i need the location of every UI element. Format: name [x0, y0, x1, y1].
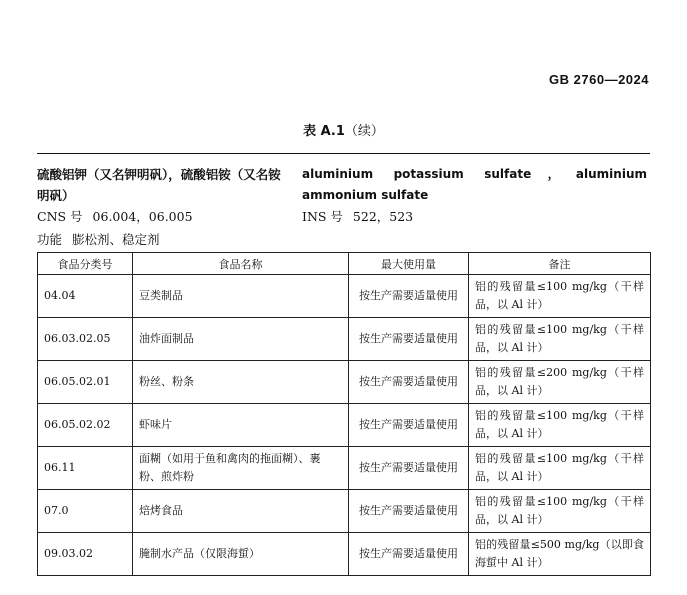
food-category-code: 04.04: [38, 275, 133, 318]
col-header-food-category-code: 食品分类号: [38, 253, 133, 275]
remarks: 铝的残留量≤500 mg/kg（以即食海蜇中 Al 计）: [469, 533, 651, 576]
table-row: [38, 361, 651, 404]
table-number: 表 A.1: [303, 124, 345, 139]
ins-line: [302, 207, 413, 225]
food-name: 面糊（如用于鱼和禽肉的拖面糊）、裹粉、煎炸粉: [133, 447, 349, 490]
food-category-code: 06.05.02.01: [38, 361, 133, 404]
col-header-max-usage: 最大使用量: [349, 253, 469, 275]
max-usage: 按生产需要适量使用: [349, 490, 469, 533]
max-usage: 按生产需要适量使用: [349, 447, 469, 490]
food-name: 粉丝、粉条: [133, 361, 349, 404]
table-row: [38, 490, 651, 533]
remarks: 铝的残留量≤100 mg/kg（干样品，以 Al 计）: [469, 318, 651, 361]
remarks: 铝的残留量≤100 mg/kg（干样品，以 Al 计）: [469, 404, 651, 447]
max-usage: 按生产需要适量使用: [349, 275, 469, 318]
table-continued-label: （续）: [344, 124, 384, 139]
table-row: [38, 533, 651, 576]
cns-value: 06.004，06.005: [92, 209, 193, 224]
remarks: 铝的残留量≤100 mg/kg（干样品，以 Al 计）: [469, 447, 651, 490]
standard-code: GB 2760—2024: [549, 72, 649, 87]
function-line: [37, 230, 160, 248]
remarks: 铝的残留量≤100 mg/kg（干样品，以 Al 计）: [469, 490, 651, 533]
table-row: [38, 275, 651, 318]
additive-name-en: aluminium potassium sulfate，aluminium ammonium sulfate: [302, 167, 647, 202]
function-value: 膨松剂、稳定剂: [72, 232, 160, 247]
cns-label: CNS 号: [37, 209, 83, 224]
food-category-code: 06.03.02.05: [38, 318, 133, 361]
food-category-code: 07.0: [38, 490, 133, 533]
top-rule: [37, 153, 650, 154]
function-label: 功能: [37, 232, 63, 247]
table-title: [0, 120, 687, 139]
max-usage: 按生产需要适量使用: [349, 533, 469, 576]
ins-label: INS 号: [302, 209, 343, 224]
table-row: [38, 404, 651, 447]
food-name: 腌制水产品（仅限海蜇）: [133, 533, 349, 576]
col-header-food-name: 食品名称: [133, 253, 349, 275]
food-category-code: 06.05.02.02: [38, 404, 133, 447]
max-usage: 按生产需要适量使用: [349, 361, 469, 404]
additive-name-cn: 硫酸铝钾（又名钾明矾），硫酸铝铵（又名铵明矾）: [37, 167, 281, 203]
food-category-code: 09.03.02: [38, 533, 133, 576]
food-name: 焙烤食品: [133, 490, 349, 533]
col-header-remarks: 备注: [469, 253, 651, 275]
ins-value: 522，523: [352, 209, 414, 224]
remarks: 铝的残留量≤200 mg/kg（干样品，以 Al 计）: [469, 361, 651, 404]
food-name: 油炸面制品: [133, 318, 349, 361]
food-name: 豆类制品: [133, 275, 349, 318]
table-row: [38, 447, 651, 490]
table-header-row: [38, 253, 651, 275]
remarks: 铝的残留量≤100 mg/kg（干样品，以 Al 计）: [469, 275, 651, 318]
max-usage: 按生产需要适量使用: [349, 404, 469, 447]
cns-line: [37, 207, 193, 225]
max-usage: 按生产需要适量使用: [349, 318, 469, 361]
table-row: [38, 318, 651, 361]
food-name: 虾味片: [133, 404, 349, 447]
usage-table: [37, 252, 651, 576]
food-category-code: 06.11: [38, 447, 133, 490]
